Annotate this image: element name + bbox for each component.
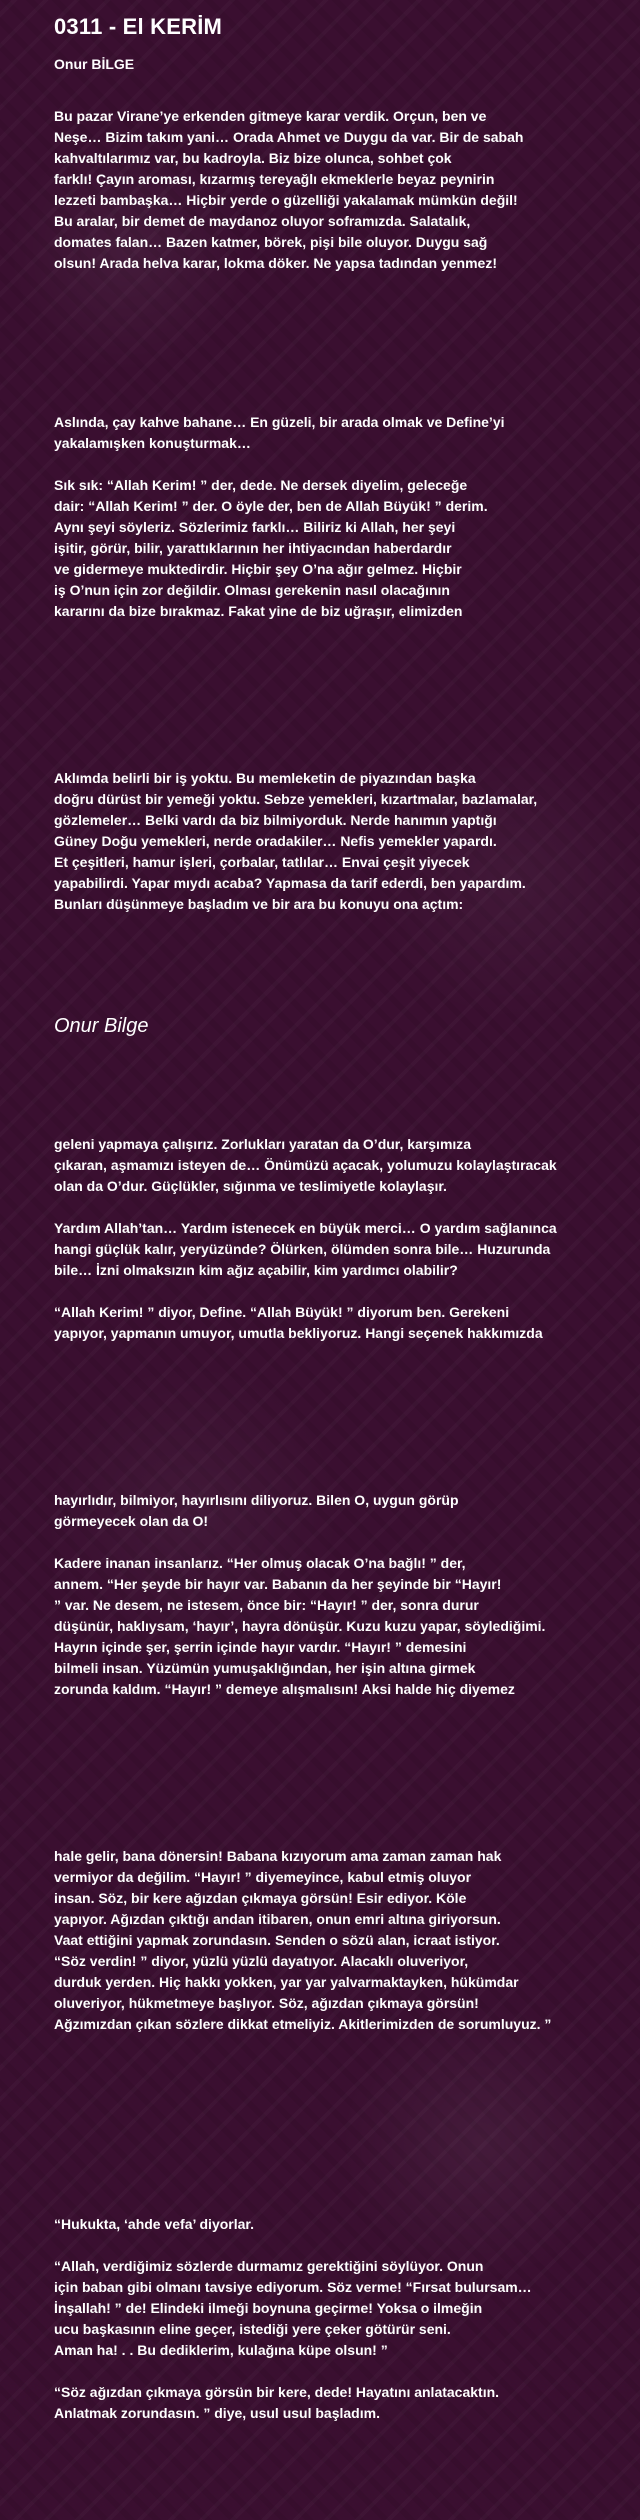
text-line: domates falan… Bazen katmer, börek, pişi bile oluyor. Duygu sağ [54,234,488,250]
text-line: ve gidermeye muktedirdir. Hiçbir şey O’na ağır gelmez. Hiçbir [54,561,462,577]
text-line: Bu pazar Virane’ye erkenden gitmeye karar verdik. Orçun, ben ve [54,108,487,124]
text-line: Hayrın içinde şer, şerrin içinde hayır vardır. “Hayır! ” demesini [54,1639,467,1655]
text-line: geleni yapmaya çalışırız. Zorlukları yaratan da O’dur, karşımıza [54,1136,472,1152]
text-line: gözlemeler… Belki vardı da biz bilmiyorduk. Nerde hanımın yaptığı [54,812,497,828]
text-line: Anlatmak zorundasın. ” diye, usul usul başladım. [54,2405,380,2421]
text-line: yapıyor, yapmanın umuyor, umutla bekliyoruz. Hangi seçenek hakkımızda [54,1325,543,1341]
paragraph-block-5 [54,1490,638,1700]
text-line: işitir, görür, bilir, yarattıklarının her ihtiyacından haberdardır [54,540,452,556]
text-line: olan da O’dur. Güçlükler, sığınma ve teslimiyetle kolaylaşır. [54,1178,447,1194]
text-line: vermiyor da değilim. “Hayır! ” diyemeyince, kabul etmiş oluyor [54,1869,472,1885]
text-line: “Söz ağızdan çıkmaya görsün bir kere, dede! Hayatını anlatacaktın. [54,2384,500,2400]
text-line: yapıyor. Ağızdan çıktığı andan itibaren, onun emri altına giriyorsun. [54,1911,501,1927]
text-line: Güney Doğu yemekleri, nerde oradakiler… Nefis yemekler yapardı. [54,833,497,849]
paragraph-block-6 [54,1846,638,2035]
text-line: Et çeşitleri, hamur işleri, çorbalar, tatlılar… Envai çeşit yiyecek [54,854,470,870]
text-line: insan. Söz, bir kere ağızdan çıkmaya görsün! Esir ediyor. Köle [54,1890,467,1906]
article-author: Onur BİLGE [54,56,135,72]
paragraph-block-2 [54,412,638,622]
text-line: hayırlıdır, bilmiyor, hayırlısını diliyoruz. Bilen O, uygun görüp [54,1492,459,1508]
text-line: yakalamışken konuşturmak… [54,435,251,451]
text-line: annem. “Her şeyde bir hayır var. Babanın da her şeyinde bir “Hayır! [54,1576,502,1592]
text-line: Sık sık: “Allah Kerim! ” der, dede. Ne dersek diyelim, geleceğe [54,477,468,493]
text-line: Neşe… Bizim takım yani… Orada Ahmet ve Duygu da var. Bir de sabah [54,129,524,145]
paragraph-gap [54,1197,638,1218]
text-line: farklı! Çayın aroması, kızarmış tereyağlı ekmeklerle beyaz peynirin [54,171,495,187]
text-line: bile… İzni olmaksızın kim ağız açabilir, kim yardımcı olabilir? [54,1262,458,1278]
text-line: hale gelir, bana dönersin! Babana kızıyorum ama zaman zaman hak [54,1848,502,1864]
text-line: doğru dürüst bir yemeği yoktu. Sebze yemekleri, kızartmalar, bazlamalar, [54,791,538,807]
text-line: Aynı şeyi söyleriz. Sözlerimiz farklı… Biliriz ki Allah, her şeyi [54,519,456,535]
text-line: oluveriyor, hükmetmeye başlıyor. Söz, ağızdan çıkmaya görsün! [54,1995,479,2011]
text-line: görmeyecek olan da O! [54,1513,209,1529]
paragraph-gap [54,1281,638,1302]
text-line: Aslında, çay kahve bahane… En güzeli, bir arada olmak ve Define’yi [54,414,505,430]
text-line: Ağzımızdan çıkan sözlere dikkat etmeliyiz. Akitlerimizden de sorumluyuz. ” [54,2016,552,2032]
text-line: Vaat ettiğini yapmak zorundasın. Senden o sözü alan, icraat istiyor. [54,1932,500,1948]
text-line: çıkaran, aşmamızı isteyen de… Önümüzü açacak, yolumuzu kolaylaştıracak [54,1157,557,1173]
paragraph-block-4 [54,1134,638,1344]
text-line: olsun! Arada helva karar, lokma döker. Ne yapsa tadından yenmez! [54,255,497,271]
text-line: iş O’nun için zor değildir. Olması gerekenin nasıl olacağının [54,582,450,598]
text-line: Aman ha! . . Bu dediklerim, kulağına küpe olsun! ” [54,2342,388,2358]
text-line: dair: “Allah Kerim! ” der. O öyle der, ben de Allah Büyük! ” derim. [54,498,488,514]
text-line: ucu başkasının eline geçer, istediği yere çeker götürür seni. [54,2321,451,2337]
author-separator: Onur Bilge [54,1015,149,1037]
text-line: düşünür, haklıysam, ‘hayır’, hayra dönüşür. Kuzu kuzu yapar, söylediğimi. [54,1618,546,1634]
paragraph-gap [54,2361,638,2382]
article-title: 0311 - El KERİM [54,14,223,39]
text-line: zorunda kaldım. “Hayır! ” demeye alışmalısın! Aksi halde hiç diyemez [54,1681,515,1697]
text-line: “Söz verdin! ” diyor, yüzlü yüzlü dayatıyor. Alacaklı oluveriyor, [54,1953,469,1969]
paragraph-gap [54,1532,638,1553]
text-line: hangi güçlük kalır, yeryüzünde? Ölürken, ölümden sonra bile… Huzurunda [54,1241,551,1257]
text-line: Yardım Allah’tan… Yardım istenecek en büyük merci… O yardım sağlanınca [54,1220,557,1236]
text-line: “Allah, verdiğimiz sözlerde durmamız gerektiğini söylüyor. Onun [54,2258,484,2274]
text-line: ” var. Ne desem, ne istesem, önce bir: “Hayır! ” der, sonra durur [54,1597,479,1613]
text-line: lezzeti bambaşka… Hiçbir yerde o güzelliği yakalamak mümkün değil! [54,192,518,208]
paragraph-block-1 [54,106,638,274]
text-line: yapabilirdi. Yapar mıydı acaba? Yapmasa da tarif ederdi, ben yapardım. [54,875,526,891]
text-line: Aklımda belirli bir iş yoktu. Bu memleketin de piyazından başka [54,770,476,786]
paragraph-block-7 [54,2214,638,2424]
paragraph-block-3 [54,768,638,915]
text-line: durduk yerden. Hiç hakkı yokken, yar yar yalvarmaktayken, hükümdar [54,1974,519,1990]
text-line: için baban gibi olmanı tavsiye ediyorum. Söz verme! “Fırsat bulursam… [54,2279,532,2295]
text-line: İnşallah! ” de! Elindeki ilmeği boynuna geçirme! Yoksa o ilmeğin [54,2300,483,2316]
text-line: Bu aralar, bir demet de maydanoz oluyor soframızda. Salatalık, [54,213,471,229]
paragraph-gap [54,454,638,475]
text-line: bilmeli insan. Yüzümün yumuşaklığından, her işin altına girmek [54,1660,476,1676]
text-line: Bunları düşünmeye başladım ve bir ara bu konuyu ona açtım: [54,896,464,912]
text-line: Kadere inanan insanlarız. “Her olmuş olacak O’na bağlı! ” der, [54,1555,466,1571]
text-line: “Hukukta, ‘ahde vefa’ diyorlar. [54,2216,254,2232]
text-line: “Allah Kerim! ” diyor, Define. “Allah Büyük! ” diyorum ben. Gerekeni [54,1304,510,1320]
text-line: kararını da bize bırakmaz. Fakat yine de biz uğraşır, elimizden [54,603,463,619]
text-line: kahvaltılarımız var, bu kadroyla. Biz bize olunca, sohbet çok [54,150,452,166]
paragraph-gap [54,2235,638,2256]
